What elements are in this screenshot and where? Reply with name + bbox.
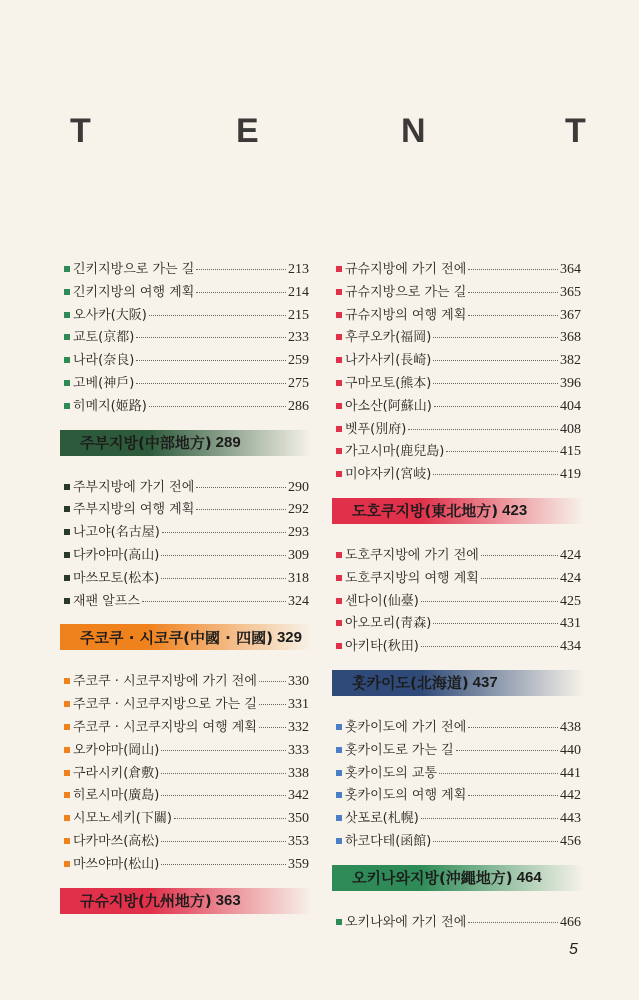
bullet-square-icon	[64, 334, 70, 340]
toc-entry[interactable]	[64, 670, 309, 693]
dot-leader	[408, 429, 558, 430]
bullet-square-icon	[336, 448, 342, 454]
toc-entry[interactable]	[336, 911, 581, 934]
section-title: 규슈지방(九州地方)	[80, 892, 212, 911]
toc-entry-page: 286	[288, 398, 309, 414]
toc-left-column	[64, 258, 309, 934]
toc-entry-label: 주코쿠 · 시코쿠지방에 가기 전에	[73, 674, 257, 690]
toc-entry[interactable]	[336, 463, 581, 486]
bullet-square-icon	[64, 770, 70, 776]
toc-entry-page: 424	[560, 547, 581, 563]
bullet-square-icon	[64, 678, 70, 684]
dot-leader	[149, 406, 286, 407]
toc-entry[interactable]	[64, 521, 309, 544]
toc-entry-label: 도호쿠지방에 가기 전에	[345, 547, 479, 563]
toc-entry[interactable]	[64, 544, 309, 567]
toc-entry-label: 히로시마(廣島)	[73, 788, 160, 804]
toc-entry[interactable]	[64, 349, 309, 372]
section-header-tohoku[interactable]	[332, 498, 584, 524]
toc-entry[interactable]	[336, 830, 581, 853]
toc-entry-label: 구라시키(倉敷)	[73, 765, 160, 781]
section-header-chugoku[interactable]	[60, 624, 312, 650]
toc-entry-label: 센다이(仙臺)	[345, 593, 419, 609]
toc-group	[336, 258, 581, 486]
bullet-square-icon	[64, 266, 70, 272]
section-title: 오키나와지방(沖繩地方)	[352, 869, 513, 888]
toc-entry-label: 주코쿠 · 시코쿠지방으로 가는 길	[73, 697, 257, 713]
toc-entry-page: 424	[560, 570, 581, 586]
toc-entry-label: 시모노세키(下關)	[73, 811, 172, 827]
bullet-square-icon	[336, 426, 342, 432]
section-header-kyushu[interactable]	[60, 888, 312, 914]
toc-entry-page: 456	[560, 833, 581, 849]
toc-entry-page: 332	[288, 719, 309, 735]
toc-entry[interactable]	[64, 304, 309, 327]
bullet-square-icon	[336, 552, 342, 558]
toc-entry[interactable]	[336, 807, 581, 830]
toc-entry[interactable]	[336, 440, 581, 463]
dot-leader	[433, 474, 558, 475]
toc-group	[64, 258, 309, 418]
dot-leader	[161, 773, 286, 774]
toc-entry[interactable]	[336, 544, 581, 567]
toc-entry-page: 331	[288, 697, 309, 713]
dot-leader	[433, 337, 558, 338]
toc-entry[interactable]	[64, 853, 309, 876]
toc-entry-label: 아키타(秋田)	[345, 639, 419, 655]
bullet-square-icon	[64, 598, 70, 604]
toc-entry[interactable]	[64, 326, 309, 349]
toc-entry-label: 재팬 알프스	[73, 593, 140, 609]
bullet-square-icon	[336, 357, 342, 363]
bullet-square-icon	[64, 506, 70, 512]
dot-leader	[481, 555, 558, 556]
bullet-square-icon	[336, 724, 342, 730]
dot-leader	[468, 269, 558, 270]
dot-leader	[161, 795, 286, 796]
toc-entry-page: 330	[288, 674, 309, 690]
bullet-square-icon	[336, 598, 342, 604]
toc-entry-page: 466	[560, 914, 581, 930]
toc-entry-label: 다카야마(高山)	[73, 547, 160, 563]
toc-entry[interactable]	[336, 567, 581, 590]
bullet-square-icon	[64, 529, 70, 535]
toc-entry-page: 408	[560, 421, 581, 437]
toc-entry-label: 홋카이도의 여행 계획	[345, 788, 467, 804]
toc-entry-page: 396	[560, 375, 581, 391]
toc-group	[336, 544, 581, 658]
dot-leader	[161, 864, 286, 865]
dot-leader	[439, 773, 558, 774]
title-letter-t2: T	[565, 112, 586, 150]
dot-leader	[149, 315, 286, 316]
toc-entry-page: 213	[288, 262, 309, 277]
toc-entry[interactable]	[336, 762, 581, 785]
dot-leader	[136, 337, 286, 338]
toc-group	[336, 716, 581, 853]
toc-entry[interactable]	[64, 830, 309, 853]
dot-leader	[446, 451, 558, 452]
toc-entry-label: 오키나와에 가기 전에	[345, 914, 467, 930]
toc-entry-page: 338	[288, 765, 309, 781]
toc-entry-label: 나가사키(長崎)	[345, 353, 432, 369]
bullet-square-icon	[336, 266, 342, 272]
dot-leader	[161, 841, 286, 842]
toc-entry-page: 440	[560, 742, 581, 758]
dot-leader	[421, 601, 558, 602]
dot-leader	[468, 292, 558, 293]
dot-leader	[433, 360, 558, 361]
toc-entry-label: 오카야마(岡山)	[73, 742, 160, 758]
bullet-square-icon	[336, 770, 342, 776]
section-page: 437	[472, 674, 498, 692]
toc-entry[interactable]	[64, 281, 309, 304]
bullet-square-icon	[336, 792, 342, 798]
toc-entry[interactable]	[64, 590, 309, 613]
section-page: 363	[215, 892, 241, 910]
bullet-square-icon	[64, 838, 70, 844]
bullet-square-icon	[336, 380, 342, 386]
toc-entry[interactable]	[336, 716, 581, 739]
section-page: 329	[276, 628, 302, 646]
toc-entry-label: 구마모토(熊本)	[345, 375, 432, 391]
toc-entry-label: 아소산(阿蘇山)	[345, 398, 432, 414]
toc-entry-page: 443	[560, 811, 581, 827]
toc-entry-page: 434	[560, 639, 581, 655]
section-page: 464	[516, 869, 542, 887]
page-number: 5	[569, 941, 578, 958]
toc-entry-label: 히메지(姬路)	[73, 398, 147, 414]
bullet-square-icon	[336, 289, 342, 295]
toc-entry-page: 441	[560, 765, 581, 781]
toc-entry-page: 333	[288, 742, 309, 758]
dot-leader	[259, 727, 286, 728]
dot-leader	[468, 795, 558, 796]
dot-leader	[468, 727, 558, 728]
section-page: 423	[502, 502, 528, 520]
toc-entry[interactable]	[64, 807, 309, 830]
toc-entry-page: 290	[288, 479, 309, 495]
toc-entry-label: 주부지방의 여행 계획	[73, 502, 195, 518]
toc-entry-page: 404	[560, 398, 581, 414]
toc-group	[336, 911, 581, 934]
section-header-chubu[interactable]	[60, 430, 312, 456]
toc-entry[interactable]	[336, 258, 581, 281]
dot-leader	[142, 601, 286, 602]
toc-entry-label: 주코쿠 · 시코쿠지방의 여행 계획	[73, 719, 257, 735]
bullet-square-icon	[336, 471, 342, 477]
toc-entry-page: 215	[288, 307, 309, 323]
bullet-square-icon	[64, 357, 70, 363]
toc-entry[interactable]	[336, 304, 581, 327]
toc-entry-page: 364	[560, 262, 581, 277]
toc-entry-label: 미야자키(宮岐)	[345, 467, 432, 483]
toc-entry-label: 도호쿠지방의 여행 계획	[345, 570, 479, 586]
toc-entry[interactable]	[64, 716, 309, 739]
toc-entry-label: 긴키지방의 여행 계획	[73, 284, 195, 300]
section-title: 도호쿠지방(東北地方)	[352, 502, 499, 521]
toc-entry-page: 318	[288, 570, 309, 586]
bullet-square-icon	[336, 403, 342, 409]
dot-leader	[468, 922, 558, 923]
toc-entry-label: 가고시마(鹿兒島)	[345, 444, 445, 460]
section-title: 주코쿠 · 시코쿠(中國 · 四國)	[80, 628, 273, 647]
toc-entry-label: 나고야(名古屋)	[73, 525, 160, 541]
dot-leader	[433, 383, 558, 384]
dot-leader	[468, 315, 558, 316]
toc-entry[interactable]	[64, 258, 309, 281]
bullet-square-icon	[64, 815, 70, 821]
toc-entry[interactable]	[336, 784, 581, 807]
toc-group	[64, 670, 309, 875]
dot-leader	[433, 841, 558, 842]
toc-entry[interactable]	[64, 739, 309, 762]
bullet-square-icon	[336, 747, 342, 753]
section-header-hokkaido[interactable]	[332, 670, 584, 696]
toc-entry-page: 442	[560, 788, 581, 804]
bullet-square-icon	[64, 289, 70, 295]
toc-entry-page: 293	[288, 525, 309, 541]
bullet-square-icon	[336, 312, 342, 318]
dot-leader	[196, 509, 286, 510]
toc-entry-label: 마쓰야마(松山)	[73, 856, 160, 872]
toc-entry-page: 353	[288, 833, 309, 849]
section-header-okinawa[interactable]	[332, 865, 584, 891]
toc-entry-label: 마쓰모토(松本)	[73, 570, 160, 586]
section-title: 주부지방(中部地方)	[80, 434, 212, 453]
toc-entry-page: 359	[288, 856, 309, 872]
dot-leader	[196, 487, 286, 488]
dot-leader	[136, 360, 286, 361]
bullet-square-icon	[64, 747, 70, 753]
bullet-square-icon	[64, 552, 70, 558]
bullet-square-icon	[64, 701, 70, 707]
toc-entry-label: 나라(奈良)	[73, 353, 135, 369]
toc-entry-page: 275	[288, 375, 309, 391]
title-letter-n: N	[401, 112, 426, 150]
bullet-square-icon	[64, 403, 70, 409]
toc-entry-label: 교토(京都)	[73, 330, 135, 346]
dot-leader	[433, 623, 558, 624]
toc-entry-label: 고베(神戶)	[73, 375, 135, 391]
toc-entry-page: 365	[560, 284, 581, 300]
dot-leader	[174, 818, 286, 819]
toc-entry-page: 368	[560, 330, 581, 346]
toc-entry-page: 415	[560, 444, 581, 460]
toc-entry[interactable]	[336, 612, 581, 635]
toc-entry-label: 규슈지방의 여행 계획	[345, 307, 467, 323]
bullet-square-icon	[64, 312, 70, 318]
toc-entry[interactable]	[336, 739, 581, 762]
toc-entry[interactable]	[64, 372, 309, 395]
toc-entry-label: 홋카이도에 가기 전에	[345, 719, 467, 735]
toc-entry-label: 홋카이도의 교통	[345, 765, 438, 781]
toc-group	[64, 476, 309, 613]
toc-entry-page: 367	[560, 307, 581, 323]
toc-entry-label: 주부지방에 가기 전에	[73, 479, 195, 495]
toc-entry[interactable]	[336, 372, 581, 395]
dot-leader	[196, 292, 286, 293]
bullet-square-icon	[64, 380, 70, 386]
dot-leader	[196, 269, 286, 270]
toc-entry[interactable]	[64, 693, 309, 716]
toc-entry-label: 오사카(大阪)	[73, 307, 147, 323]
section-title: 홋카이도(北海道)	[352, 674, 469, 693]
toc-entry-page: 438	[560, 719, 581, 735]
section-page: 289	[215, 434, 241, 452]
toc-entry[interactable]	[64, 762, 309, 785]
toc-entry-label: 하코다테(函館)	[345, 833, 432, 849]
dot-leader	[136, 383, 286, 384]
toc-entry[interactable]	[336, 349, 581, 372]
toc-entry-page: 419	[560, 467, 581, 483]
toc-entry-page: 233	[288, 330, 309, 346]
dot-leader	[456, 750, 558, 751]
toc-entry[interactable]	[64, 476, 309, 499]
toc-entry-label: 규슈지방으로 가는 길	[345, 284, 467, 300]
dot-leader	[421, 646, 558, 647]
toc-entry-page: 292	[288, 502, 309, 518]
toc-entry[interactable]	[64, 498, 309, 521]
toc-entry[interactable]	[336, 395, 581, 418]
toc-entry-label: 삿포로(札幌)	[345, 811, 419, 827]
toc-entry-page: 431	[560, 616, 581, 632]
toc-entry[interactable]	[336, 590, 581, 613]
toc-entry-label: 벳푸(別府)	[345, 421, 407, 437]
dot-leader	[161, 750, 286, 751]
toc-entry-page: 324	[288, 593, 309, 609]
bullet-square-icon	[336, 643, 342, 649]
toc-entry-page: 214	[288, 284, 309, 300]
bullet-square-icon	[64, 724, 70, 730]
toc-entry[interactable]	[336, 418, 581, 441]
toc-entry[interactable]	[64, 567, 309, 590]
dot-leader	[421, 818, 558, 819]
bullet-square-icon	[64, 484, 70, 490]
bullet-square-icon	[336, 334, 342, 340]
bullet-square-icon	[336, 620, 342, 626]
dot-leader	[434, 406, 558, 407]
dot-leader	[162, 532, 286, 533]
dot-leader	[161, 578, 286, 579]
toc-entry-page: 425	[560, 593, 581, 609]
toc-entry-page: 309	[288, 547, 309, 563]
toc-entry[interactable]	[64, 784, 309, 807]
bullet-square-icon	[64, 575, 70, 581]
toc-entry-page: 382	[560, 353, 581, 369]
bullet-square-icon	[336, 815, 342, 821]
bullet-square-icon	[336, 575, 342, 581]
bullet-square-icon	[336, 838, 342, 844]
title-letter-t1: T	[70, 112, 91, 150]
dot-leader	[161, 555, 286, 556]
toc-entry-label: 후쿠오카(福岡)	[345, 330, 432, 346]
dot-leader	[259, 681, 286, 682]
bullet-square-icon	[336, 919, 342, 925]
bullet-square-icon	[64, 861, 70, 867]
dot-leader	[481, 578, 558, 579]
bullet-square-icon	[64, 792, 70, 798]
title-letter-e: E	[236, 112, 259, 150]
toc-entry-label: 홋카이도로 가는 길	[345, 742, 454, 758]
toc-entry[interactable]	[336, 326, 581, 349]
toc-entry-label: 다카마쓰(高松)	[73, 833, 160, 849]
toc-entry-label: 긴키지방으로 가는 길	[73, 262, 195, 277]
toc-entry-label: 아오모리(靑森)	[345, 616, 432, 632]
dot-leader	[259, 704, 286, 705]
toc-right-column	[336, 258, 581, 934]
toc-entry-page: 342	[288, 788, 309, 804]
toc-entry-label: 규슈지방에 가기 전에	[345, 262, 467, 277]
toc-entry-page: 350	[288, 811, 309, 827]
toc-entry-page: 259	[288, 353, 309, 369]
toc-entry[interactable]	[64, 395, 309, 418]
toc-entry[interactable]	[336, 635, 581, 658]
toc-entry[interactable]	[336, 281, 581, 304]
